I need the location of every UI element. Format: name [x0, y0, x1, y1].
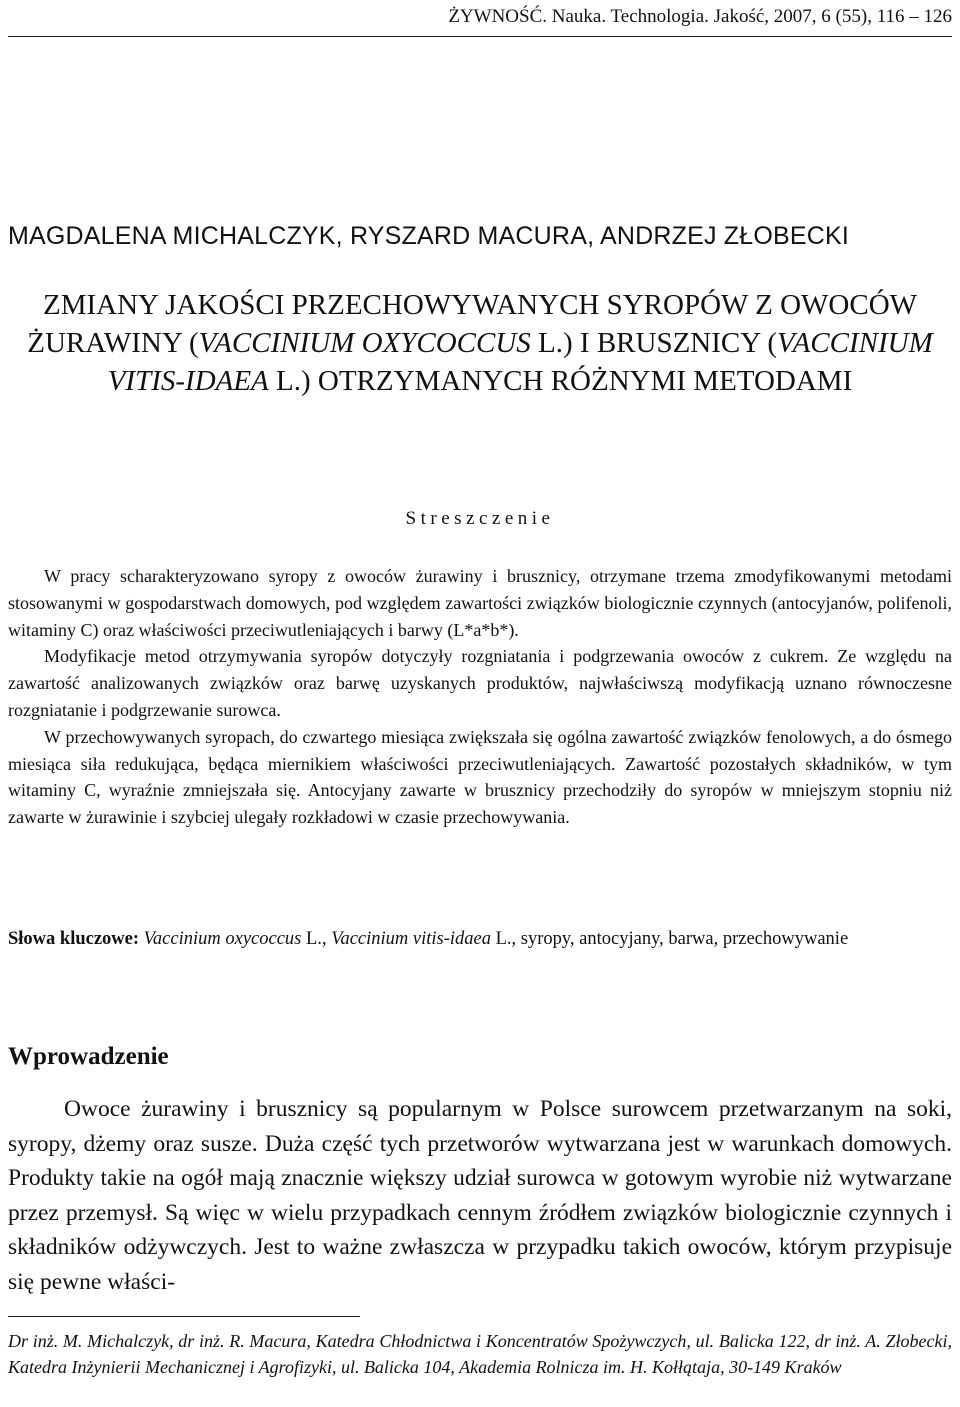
- title-species-1: VACCINIUM OXYCOCCUS: [198, 327, 531, 359]
- introduction-paragraph: Owoce żurawiny i brusznicy są popularnym w Polsce surowcem przetwarzanym na soki, syropy, dżemy oraz susze. Duża część tych przetworów wytwarzana jest w warunkach domowych. Produkty takie na ogół mają znacznie większy udział surowca w gotowym wyrobie niż wytwarzane przez przemysł. Są więc w wielu przypadkach cennym źródłem związków biologicznie czynnych i składników odżywczych. Jest to ważne zwłaszcza w przypadku takich owoców, którym przypisuje się pewne właści-: [8, 1096, 952, 1295]
- author-affiliation-footnote: Dr inż. M. Michalczyk, dr inż. R. Macura, Katedra Chłodnictwa i Koncentratów Spożywczych, ul. Balicka 122, dr inż. A. Złobecki, Katedra Inżynierii Mechanicznej i Agrofizyki, ul. Balicka 104, Akademia Rolnicza im. H. Kołłątaja, 30-149 Kraków: [8, 1331, 952, 1377]
- title-part-2: L.) I BRUSZNICY (: [530, 327, 778, 359]
- article-title: [8, 286, 952, 400]
- title-part-3: L.) OTRZYMANYCH RÓŻNYMI METODAMI: [268, 365, 853, 397]
- abstract-heading: Streszczenie: [405, 508, 555, 529]
- abstract-paragraph-3: W przechowywanych syropach, do czwartego miesiąca zwiększała się ogólna zawartość związków fenolowych, a do ósmego miesiąca siła redukująca, będąca miernikiem właściwości przeciwutleniających. Zawartość pozostałych składników, w tym witaminy C, wyraźnie zmniejszała się. Antocyjany zawarte w brusznicy przechodziły do syropów w mniejszym stopniu niż zawarte w żurawinie i szybciej ulegały rozkładowi w czasie przechowywania.: [8, 726, 952, 828]
- keywords-rest: L., syropy, antocyjany, barwa, przechowywanie: [490, 929, 849, 949]
- abstract-paragraph-2: Modyfikacje metod otrzymywania syropów dotyczyły rozgniatania i podgrzewania owoców z cukrem. Ze względu na zawartość analizowanych związków oraz barwę uzyskanych produktów, najwłaściwszą modyfikacją uznano równoczesne rozgniatanie i podgrzewanie surowca.: [8, 646, 952, 720]
- abstract-body: [8, 563, 952, 831]
- footnote-divider: [8, 1316, 360, 1317]
- introduction-body: [8, 1092, 952, 1300]
- abstract-paragraph-1: W pracy scharakteryzowano syropy z owoców żurawiny i brusznicy, otrzymane trzema zmodyfikowanymi metodami stosowanymi w gospodarstwach domowych, pod względem zawartości związków biologicznie czynnych (antocyjanów, polifenoli, witaminy C) oraz właściwości przeciwutleniających i barwy (L*a*b*).: [8, 566, 952, 640]
- title-part-1: ZMIANY JAKOŚCI PRZECHOWYWANYCH SYROPÓW Z OWOCÓW ŻURAWINY (: [27, 289, 918, 359]
- article-page: [8, 0, 952, 1407]
- keywords-label: Słowa kluczowe:: [8, 929, 140, 949]
- keywords-separator: L.,: [301, 929, 332, 949]
- keyword-species-2: Vaccinium vitis-idaea: [331, 929, 491, 949]
- keywords: [8, 925, 952, 954]
- section-heading-introduction: Wprowadzenie: [8, 1043, 169, 1070]
- keyword-species-1: Vaccinium oxycoccus: [143, 929, 302, 949]
- running-head: ŻYWNOŚĆ. Nauka. Technologia. Jakość, 2007, 6 (55), 116 – 126: [8, 6, 952, 37]
- title-species-2: VACCINIUM VITIS-IDAEA: [107, 327, 933, 397]
- authors-line: MAGDALENA MICHALCZYK, RYSZARD MACURA, ANDRZEJ ZŁOBECKI: [8, 222, 850, 250]
